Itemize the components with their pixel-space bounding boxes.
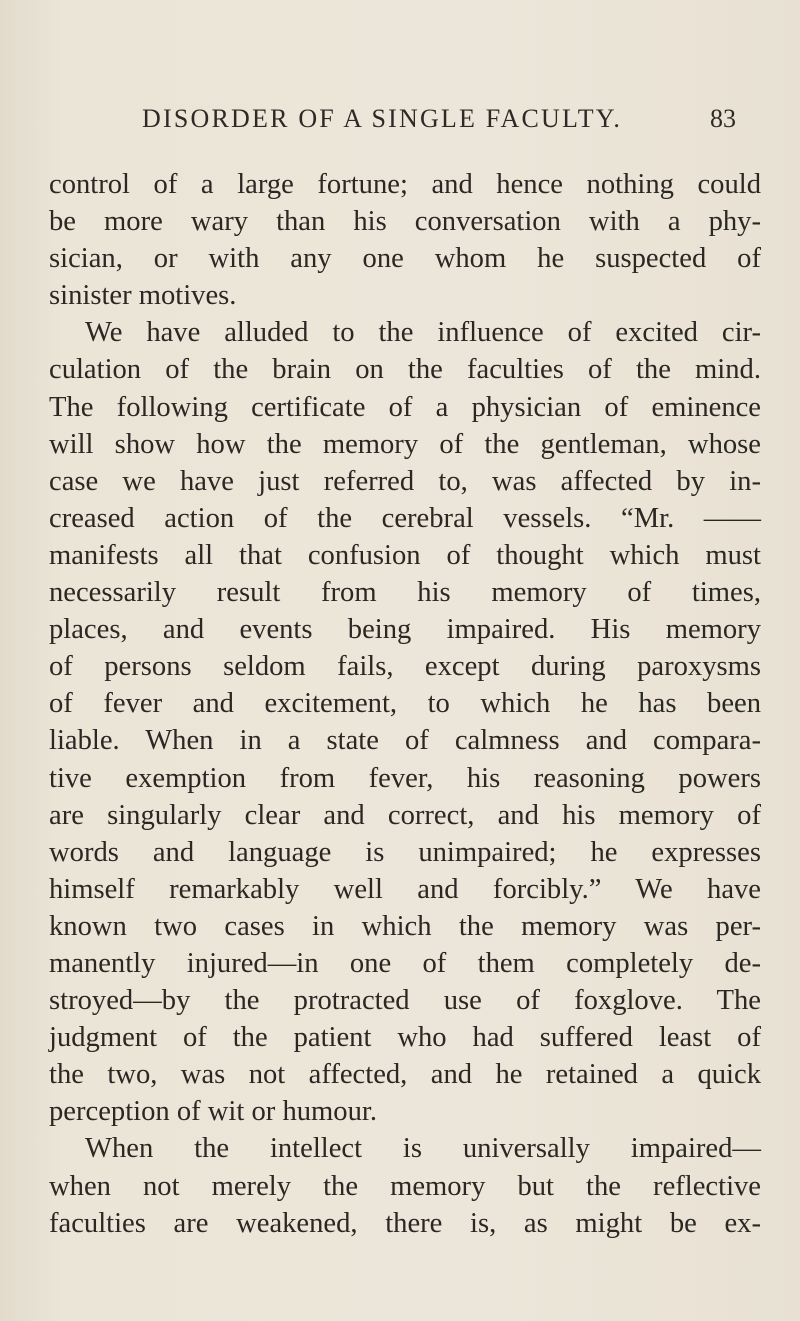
- text-line: will show how the memory of the gentleman, whose: [49, 428, 761, 460]
- text-line: known two cases in which the memory was per-: [49, 910, 761, 942]
- text-line: stroyed—by the protracted use of foxglove. The: [49, 985, 761, 1017]
- text-line: sinister motives.: [49, 280, 237, 312]
- page-number: 83: [710, 104, 736, 133]
- body-text: [49, 166, 761, 1242]
- text-line: judgment of the patient who had suffered least of: [49, 1022, 761, 1054]
- text-line: sician, or with any one whom he suspected of: [49, 243, 761, 275]
- text-line: tive exemption from fever, his reasoning powers: [49, 762, 761, 794]
- text-line: When the intellect is universally impaired—: [85, 1133, 761, 1165]
- text-line: of fever and excitement, to which he has been: [49, 688, 761, 720]
- running-title: DISORDER OF A SINGLE FACULTY.: [142, 104, 623, 133]
- text-line: manently injured—in one of them completely de-: [49, 947, 761, 979]
- text-line: control of a large fortune; and hence nothing could: [49, 169, 761, 200]
- text-line: of persons seldom fails, except during paroxysms: [49, 651, 761, 683]
- text-line: manifests all that confusion of thought which must: [49, 539, 761, 571]
- text-line: are singularly clear and correct, and his memory of: [49, 799, 761, 831]
- text-line: necessarily result from his memory of times,: [49, 577, 761, 609]
- text-line: creased action of the cerebral vessels. “Mr. ——: [49, 502, 761, 534]
- text-line: We have alluded to the influence of excited cir-: [85, 317, 761, 349]
- text-line: case we have just referred to, was affected by in-: [49, 465, 761, 497]
- text-line: liable. When in a state of calmness and compara-: [49, 725, 761, 757]
- text-line: The following certificate of a physician of eminence: [49, 391, 761, 423]
- text-line: when not merely the memory but the reflective: [49, 1170, 761, 1202]
- text-line: himself remarkably well and forcibly.” We have: [49, 873, 761, 905]
- text-line: culation of the brain on the faculties of the mind.: [49, 354, 761, 386]
- text-line: perception of wit or humour.: [49, 1096, 377, 1128]
- text-line: the two, was not affected, and he retained a quick: [49, 1059, 761, 1091]
- text-line: words and language is unimpaired; he expresses: [49, 836, 761, 868]
- text-line: places, and events being impaired. His memory: [49, 614, 761, 646]
- text-line: faculties are weakened, there is, as might be ex-: [49, 1207, 761, 1239]
- text-line: be more wary than his conversation with a phy-: [49, 206, 761, 238]
